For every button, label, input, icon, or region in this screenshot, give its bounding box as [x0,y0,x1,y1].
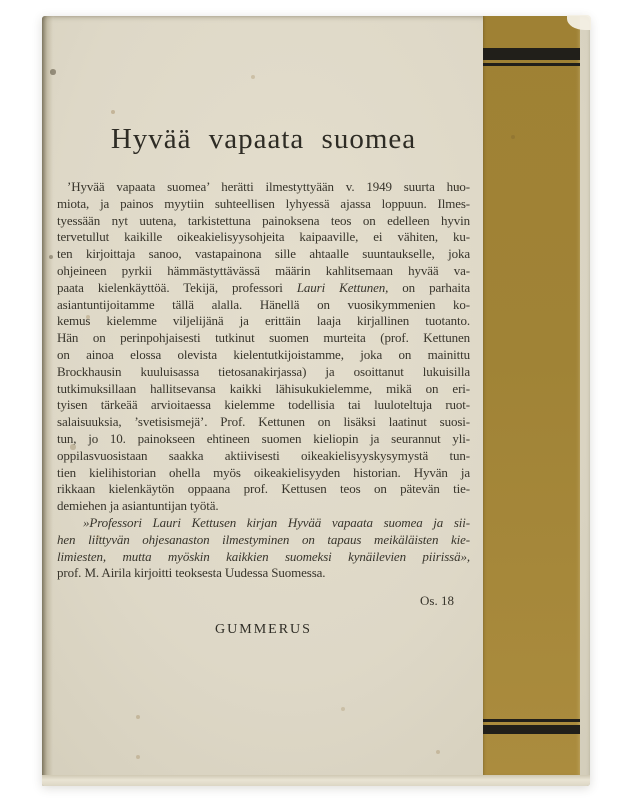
body-line: ten kirjoittaja sanoo, vastapainona sille ahtaalle suuntaukselle, joka [57,246,470,262]
body-line: tien kielihistorian ohella myös oikeakielisyyden historian. Hyvän ja [57,464,470,480]
body-line: Hän on perinpohjaisesti tutkinut suomen murteita (prof. Kettunen [57,330,470,346]
quote-line: hen liittyvän ohjesanaston ilmestyminen on tapaus meikäläisten kie- [57,531,470,547]
body-line-segment: on parhaita [388,279,470,295]
quote-attribution: prof. M. Airila kirjoitti teoksesta Uudessa Suomessa. [57,565,326,581]
body-line: Brockhausin kuuluisassa tietosanakirjassa) ja osoittanut lukuisilla [57,363,470,379]
stripe-band-top-thin [483,63,580,66]
body-line: demiehen ja asiantuntijan työtä. [57,498,219,514]
body-line: tyisen tärkeää arvioitaessa kielemme todellisia tai luuloteltuja ruot- [57,397,470,413]
body-line: salaisuuksia, ’svetisismejä’. Prof. Kettunen on lisäksi laatinut suosi- [57,414,470,430]
body-line: tyessään nyt uutena, tarkistettuna painoksena teos on edelleen hyvin [57,212,470,228]
quote-line: limiesten, mutta myöskin kaikkien suomeksi kynäilevien piirissä», [57,548,470,564]
publisher-name: GUMMERUS [215,622,312,637]
page-block-edge [42,775,590,786]
stripe-band-bottom-thick [483,725,580,734]
body-line: ’Hyvää vapaata suomea’ herätti ilmestyttyään v. 1949 suurta huo- [67,179,470,194]
foxing-spots [42,16,44,18]
book-title: Hyvää vapaata suomea [110,123,417,155]
book-cover [42,16,590,786]
stripe-band-bottom-thin [483,719,580,722]
body-line: oppilasvuosistaan saakka aktiivisesti oikeakielisyyskysymystä tun- [57,447,470,463]
body-line: on ainoa elossa olevista kielentutkijoistamme, joka on mainittu [57,346,470,362]
author-name: Lauri Kettunen, [296,279,389,295]
body-line: miota, ja painos myytiin suhteellisen lyhyessä ajassa loppuun. Ilmes- [57,195,470,211]
body-line: tun, jo 10. painokseen ehtineen suomen kieliopin ja seurannut yli- [57,430,470,446]
body-line: kemus kielemme viljelijänä ja erittäin laaja kirjallinen tuotanto. [57,313,470,329]
spine-edge-shading [42,16,55,786]
body-line-segment: paata kielenkäyttöä. Tekijä, professori [57,279,297,295]
body-line: asiantuntijoitamme tällä alalla. Hänellä on vuosikymmenien ko- [57,296,470,312]
edition-code: Os. 18 [420,593,454,608]
body-line [57,280,470,297]
body-line: tutkimuksillaan hallitsevansa kaikki lähisukukielemme, mikä on eri- [57,380,470,396]
body-line: rikkaan kielenkäytön oppaana prof. Kettusen teos on pätevän tie- [57,481,470,497]
back-cover-text [57,179,470,582]
stripe-band-layer [483,16,580,775]
stripe-band-top-thick [483,48,580,60]
body-line: ohjeineen pyrkii hämmästyttävässä määrin kahlitsemaan hyvää va- [57,262,470,278]
body-line: tervetullut kaikille oikeakielisyysohjeita kaipaaville, ei vähiten, ku- [57,229,470,245]
quote-line: »Professori Lauri Kettusen kirjan Hyvää vapaata suomea ja sii- [83,514,470,530]
